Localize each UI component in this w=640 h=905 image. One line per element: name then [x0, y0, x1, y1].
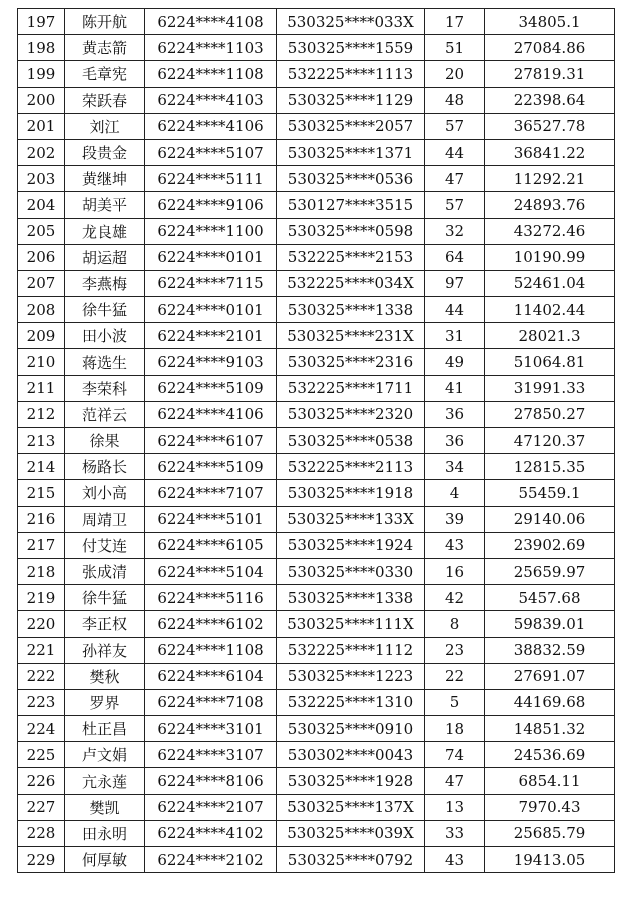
name-cell: 刘小高	[65, 480, 145, 506]
table-row	[18, 689, 615, 715]
id-number-cell: 530325****2316	[277, 349, 425, 375]
data-table	[17, 8, 615, 873]
name-cell: 毛章宪	[65, 61, 145, 87]
bank-card-cell: 6224****6105	[145, 532, 277, 558]
row-number-cell: 219	[18, 585, 65, 611]
row-number-cell: 212	[18, 401, 65, 427]
name-cell: 罗界	[65, 689, 145, 715]
bank-card-cell: 6224****4103	[145, 87, 277, 113]
bank-card-cell: 6224****7115	[145, 270, 277, 296]
name-cell: 卢文娟	[65, 742, 145, 768]
name-cell: 杨路长	[65, 454, 145, 480]
age-cell: 41	[425, 375, 485, 401]
bank-card-cell: 6224****5111	[145, 166, 277, 192]
row-number-cell: 205	[18, 218, 65, 244]
name-cell: 范祥云	[65, 401, 145, 427]
id-number-cell: 530127****3515	[277, 192, 425, 218]
amount-cell: 10190.99	[485, 244, 615, 270]
amount-cell: 14851.32	[485, 716, 615, 742]
name-cell: 徐牛猛	[65, 297, 145, 323]
id-number-cell: 532225****1310	[277, 689, 425, 715]
id-number-cell: 532225****1112	[277, 637, 425, 663]
table-row	[18, 532, 615, 558]
bank-card-cell: 6224****6107	[145, 428, 277, 454]
name-cell: 樊秋	[65, 663, 145, 689]
table-row	[18, 9, 615, 35]
id-number-cell: 530325****1924	[277, 532, 425, 558]
bank-card-cell: 6224****3107	[145, 742, 277, 768]
name-cell: 刘江	[65, 113, 145, 139]
id-number-cell: 530325****1371	[277, 139, 425, 165]
table-body	[18, 9, 615, 873]
table-row	[18, 87, 615, 113]
amount-cell: 36841.22	[485, 139, 615, 165]
row-number-cell: 226	[18, 768, 65, 794]
bank-card-cell: 6224****1100	[145, 218, 277, 244]
age-cell: 20	[425, 61, 485, 87]
id-number-cell: 532225****1711	[277, 375, 425, 401]
row-number-cell: 225	[18, 742, 65, 768]
table-row	[18, 192, 615, 218]
bank-card-cell: 6224****4102	[145, 820, 277, 846]
age-cell: 33	[425, 820, 485, 846]
row-number-cell: 204	[18, 192, 65, 218]
age-cell: 22	[425, 663, 485, 689]
table-row	[18, 768, 615, 794]
table-row	[18, 558, 615, 584]
amount-cell: 44169.68	[485, 689, 615, 715]
id-number-cell: 530302****0043	[277, 742, 425, 768]
id-number-cell: 530325****1928	[277, 768, 425, 794]
row-number-cell: 211	[18, 375, 65, 401]
name-cell: 李荣科	[65, 375, 145, 401]
table-row	[18, 742, 615, 768]
bank-card-cell: 6224****6104	[145, 663, 277, 689]
table-row	[18, 454, 615, 480]
bank-card-cell: 6224****0101	[145, 297, 277, 323]
id-number-cell: 530325****0536	[277, 166, 425, 192]
id-number-cell: 532225****2153	[277, 244, 425, 270]
age-cell: 32	[425, 218, 485, 244]
row-number-cell: 224	[18, 716, 65, 742]
table-row	[18, 506, 615, 532]
amount-cell: 5457.68	[485, 585, 615, 611]
name-cell: 黄志箭	[65, 35, 145, 61]
name-cell: 田小波	[65, 323, 145, 349]
table-row	[18, 847, 615, 873]
name-cell: 樊凯	[65, 794, 145, 820]
table-row	[18, 166, 615, 192]
table-row	[18, 61, 615, 87]
table-row	[18, 428, 615, 454]
id-number-cell: 530325****1559	[277, 35, 425, 61]
id-number-cell: 530325****2057	[277, 113, 425, 139]
age-cell: 39	[425, 506, 485, 532]
age-cell: 43	[425, 532, 485, 558]
age-cell: 74	[425, 742, 485, 768]
row-number-cell: 200	[18, 87, 65, 113]
bank-card-cell: 6224****9103	[145, 349, 277, 375]
amount-cell: 25659.97	[485, 558, 615, 584]
age-cell: 5	[425, 689, 485, 715]
row-number-cell: 209	[18, 323, 65, 349]
id-number-cell: 532225****1113	[277, 61, 425, 87]
table-row	[18, 401, 615, 427]
age-cell: 34	[425, 454, 485, 480]
bank-card-cell: 6224****3101	[145, 716, 277, 742]
amount-cell: 29140.06	[485, 506, 615, 532]
table-row	[18, 611, 615, 637]
age-cell: 13	[425, 794, 485, 820]
age-cell: 44	[425, 297, 485, 323]
row-number-cell: 203	[18, 166, 65, 192]
name-cell: 黄继坤	[65, 166, 145, 192]
row-number-cell: 197	[18, 9, 65, 35]
bank-card-cell: 6224****6102	[145, 611, 277, 637]
bank-card-cell: 6224****2101	[145, 323, 277, 349]
age-cell: 43	[425, 847, 485, 873]
age-cell: 8	[425, 611, 485, 637]
amount-cell: 27691.07	[485, 663, 615, 689]
id-number-cell: 530325****0330	[277, 558, 425, 584]
name-cell: 李正权	[65, 611, 145, 637]
id-number-cell: 530325****1338	[277, 585, 425, 611]
name-cell: 徐果	[65, 428, 145, 454]
row-number-cell: 220	[18, 611, 65, 637]
bank-card-cell: 6224****1103	[145, 35, 277, 61]
name-cell: 段贵金	[65, 139, 145, 165]
bank-card-cell: 6224****5116	[145, 585, 277, 611]
bank-card-cell: 6224****1108	[145, 61, 277, 87]
amount-cell: 22398.64	[485, 87, 615, 113]
amount-cell: 27819.31	[485, 61, 615, 87]
id-number-cell: 530325****0538	[277, 428, 425, 454]
row-number-cell: 213	[18, 428, 65, 454]
age-cell: 49	[425, 349, 485, 375]
table-row	[18, 375, 615, 401]
bank-card-cell: 6224****2107	[145, 794, 277, 820]
bank-card-cell: 6224****1108	[145, 637, 277, 663]
row-number-cell: 202	[18, 139, 65, 165]
bank-card-cell: 6224****5104	[145, 558, 277, 584]
table-row	[18, 820, 615, 846]
table-row	[18, 637, 615, 663]
age-cell: 57	[425, 192, 485, 218]
id-number-cell: 530325****0910	[277, 716, 425, 742]
row-number-cell: 222	[18, 663, 65, 689]
bank-card-cell: 6224****7108	[145, 689, 277, 715]
amount-cell: 6854.11	[485, 768, 615, 794]
amount-cell: 55459.1	[485, 480, 615, 506]
bank-card-cell: 6224****4106	[145, 113, 277, 139]
amount-cell: 12815.35	[485, 454, 615, 480]
age-cell: 36	[425, 428, 485, 454]
bank-card-cell: 6224****5101	[145, 506, 277, 532]
table-row	[18, 35, 615, 61]
row-number-cell: 223	[18, 689, 65, 715]
amount-cell: 24893.76	[485, 192, 615, 218]
name-cell: 龙良雄	[65, 218, 145, 244]
table-row	[18, 113, 615, 139]
table-row	[18, 716, 615, 742]
table-row	[18, 244, 615, 270]
row-number-cell: 198	[18, 35, 65, 61]
age-cell: 48	[425, 87, 485, 113]
table-row	[18, 349, 615, 375]
name-cell: 张成清	[65, 558, 145, 584]
name-cell: 孙祥友	[65, 637, 145, 663]
row-number-cell: 210	[18, 349, 65, 375]
table-row	[18, 480, 615, 506]
name-cell: 蒋选生	[65, 349, 145, 375]
amount-cell: 52461.04	[485, 270, 615, 296]
age-cell: 17	[425, 9, 485, 35]
name-cell: 荣跃春	[65, 87, 145, 113]
id-number-cell: 530325****133X	[277, 506, 425, 532]
table-row	[18, 270, 615, 296]
bank-card-cell: 6224****0101	[145, 244, 277, 270]
name-cell: 田永明	[65, 820, 145, 846]
name-cell: 付艾连	[65, 532, 145, 558]
age-cell: 97	[425, 270, 485, 296]
amount-cell: 23902.69	[485, 532, 615, 558]
name-cell: 胡运超	[65, 244, 145, 270]
row-number-cell: 229	[18, 847, 65, 873]
bank-card-cell: 6224****5107	[145, 139, 277, 165]
row-number-cell: 207	[18, 270, 65, 296]
id-number-cell: 530325****2320	[277, 401, 425, 427]
table-row	[18, 585, 615, 611]
amount-cell: 31991.33	[485, 375, 615, 401]
amount-cell: 24536.69	[485, 742, 615, 768]
amount-cell: 7970.43	[485, 794, 615, 820]
id-number-cell: 530325****1918	[277, 480, 425, 506]
row-number-cell: 199	[18, 61, 65, 87]
name-cell: 胡美平	[65, 192, 145, 218]
name-cell: 周靖卫	[65, 506, 145, 532]
age-cell: 4	[425, 480, 485, 506]
amount-cell: 25685.79	[485, 820, 615, 846]
amount-cell: 51064.81	[485, 349, 615, 375]
age-cell: 44	[425, 139, 485, 165]
bank-card-cell: 6224****5109	[145, 375, 277, 401]
table-row	[18, 297, 615, 323]
age-cell: 23	[425, 637, 485, 663]
row-number-cell: 217	[18, 532, 65, 558]
bank-card-cell: 6224****7107	[145, 480, 277, 506]
row-number-cell: 201	[18, 113, 65, 139]
amount-cell: 34805.1	[485, 9, 615, 35]
id-number-cell: 530325****0598	[277, 218, 425, 244]
amount-cell: 11292.21	[485, 166, 615, 192]
bank-card-cell: 6224****9106	[145, 192, 277, 218]
row-number-cell: 215	[18, 480, 65, 506]
age-cell: 42	[425, 585, 485, 611]
id-number-cell: 530325****111X	[277, 611, 425, 637]
table-row	[18, 218, 615, 244]
id-number-cell: 530325****039X	[277, 820, 425, 846]
age-cell: 47	[425, 166, 485, 192]
age-cell: 18	[425, 716, 485, 742]
amount-cell: 38832.59	[485, 637, 615, 663]
age-cell: 57	[425, 113, 485, 139]
name-cell: 李燕梅	[65, 270, 145, 296]
row-number-cell: 221	[18, 637, 65, 663]
amount-cell: 28021.3	[485, 323, 615, 349]
row-number-cell: 227	[18, 794, 65, 820]
row-number-cell: 206	[18, 244, 65, 270]
row-number-cell: 216	[18, 506, 65, 532]
row-number-cell: 218	[18, 558, 65, 584]
age-cell: 51	[425, 35, 485, 61]
table-row	[18, 139, 615, 165]
amount-cell: 11402.44	[485, 297, 615, 323]
bank-card-cell: 6224****4108	[145, 9, 277, 35]
bank-card-cell: 6224****5109	[145, 454, 277, 480]
table-row	[18, 323, 615, 349]
bank-card-cell: 6224****2102	[145, 847, 277, 873]
bank-card-cell: 6224****8106	[145, 768, 277, 794]
age-cell: 47	[425, 768, 485, 794]
table-row	[18, 794, 615, 820]
name-cell: 徐牛猛	[65, 585, 145, 611]
amount-cell: 43272.46	[485, 218, 615, 244]
id-number-cell: 530325****1338	[277, 297, 425, 323]
name-cell: 杜正昌	[65, 716, 145, 742]
id-number-cell: 530325****033X	[277, 9, 425, 35]
age-cell: 36	[425, 401, 485, 427]
age-cell: 16	[425, 558, 485, 584]
age-cell: 31	[425, 323, 485, 349]
name-cell: 何厚敏	[65, 847, 145, 873]
id-number-cell: 530325****231X	[277, 323, 425, 349]
row-number-cell: 228	[18, 820, 65, 846]
amount-cell: 19413.05	[485, 847, 615, 873]
amount-cell: 27084.86	[485, 35, 615, 61]
amount-cell: 59839.01	[485, 611, 615, 637]
id-number-cell: 530325****137X	[277, 794, 425, 820]
bank-card-cell: 6224****4106	[145, 401, 277, 427]
name-cell: 亢永莲	[65, 768, 145, 794]
amount-cell: 27850.27	[485, 401, 615, 427]
amount-cell: 47120.37	[485, 428, 615, 454]
name-cell: 陈开航	[65, 9, 145, 35]
amount-cell: 36527.78	[485, 113, 615, 139]
id-number-cell: 532225****034X	[277, 270, 425, 296]
age-cell: 64	[425, 244, 485, 270]
row-number-cell: 214	[18, 454, 65, 480]
id-number-cell: 530325****0792	[277, 847, 425, 873]
id-number-cell: 530325****1223	[277, 663, 425, 689]
row-number-cell: 208	[18, 297, 65, 323]
table-row	[18, 663, 615, 689]
id-number-cell: 530325****1129	[277, 87, 425, 113]
id-number-cell: 532225****2113	[277, 454, 425, 480]
